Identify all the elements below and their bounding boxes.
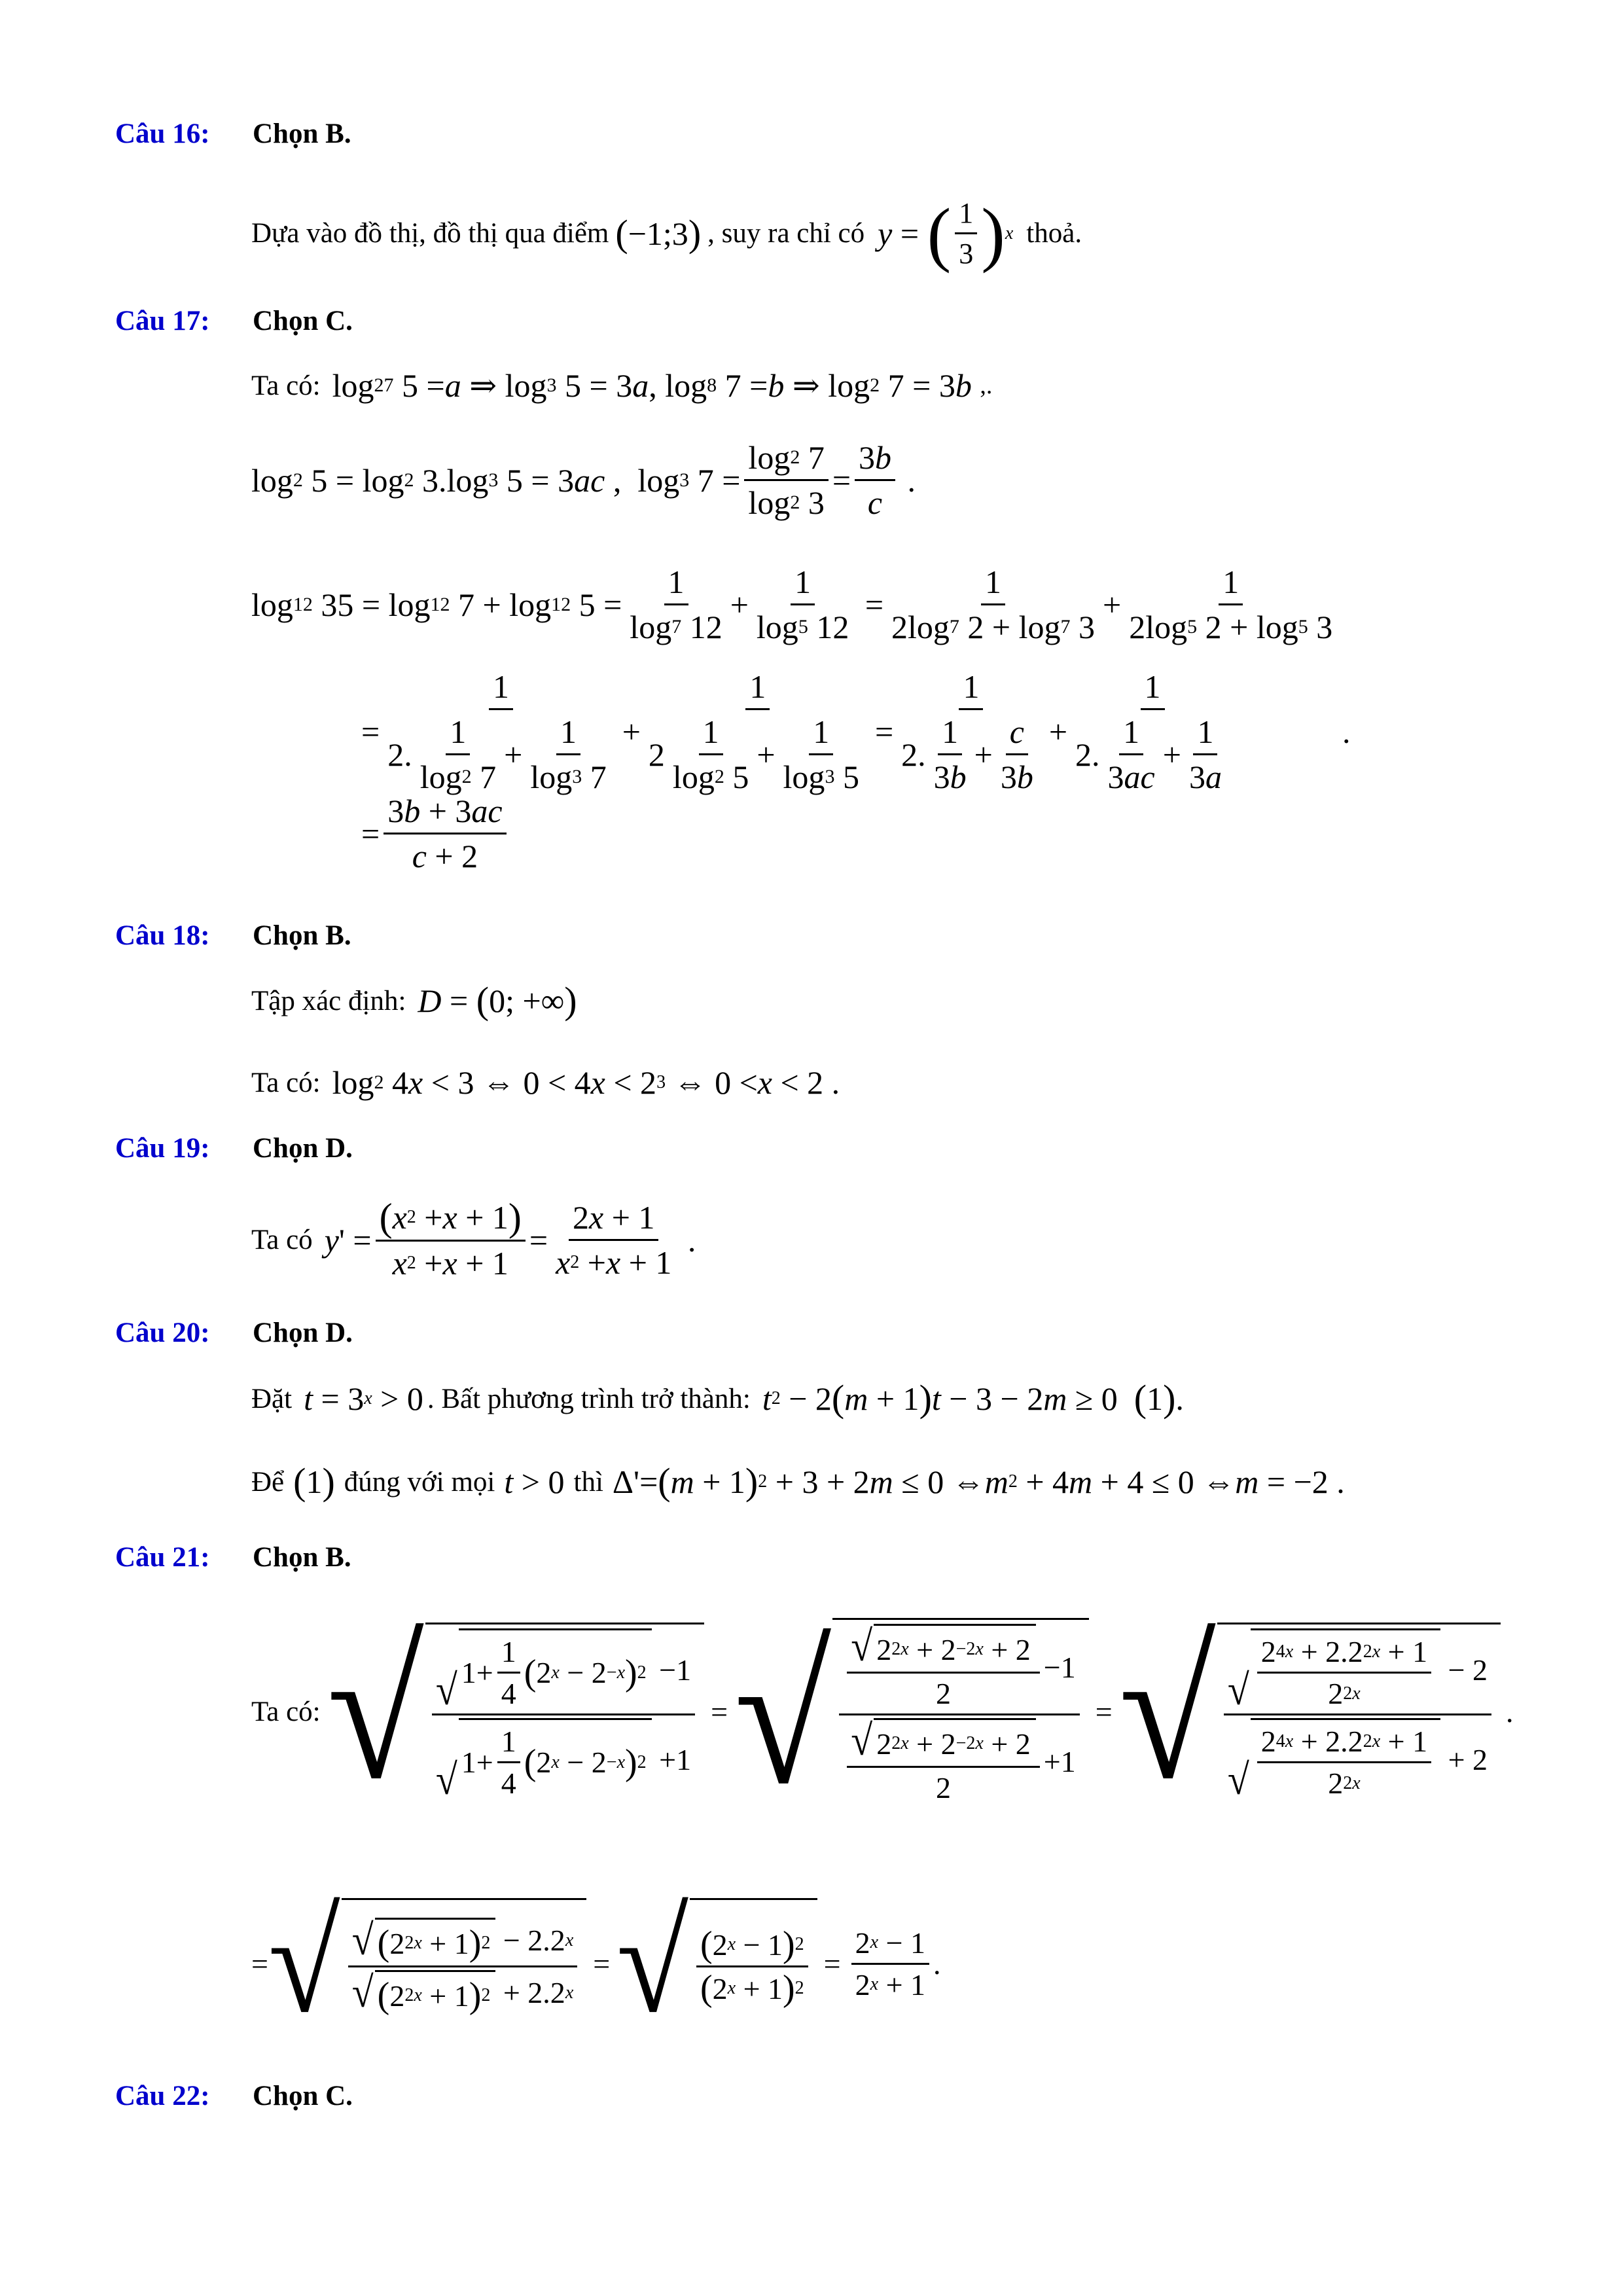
question-number: Câu 17:	[115, 306, 210, 336]
q17-line-5: = 3 b + 3 ac c + 2	[361, 792, 510, 875]
question-heading	[115, 1132, 353, 1164]
q21-line-1: Ta có: √ √ 1+ 1 4 ( 2 x − 2 −x ) 2 −1 √ 1+ 1 4 ( 2 x − 2 −x ) 2 +1 = √ √ 2 2x + 2 −2x + 2 2 −1 √ 2 2x + 2 −2x + 2 2 +1 = √ √ 2 4x + 2.2 2x + 1 2 2x − 2 √ 2 4x + 2.2 2x + 1 2 2x + 2 .	[251, 1604, 1514, 1825]
q20-text-d: đúng với mọi	[344, 1466, 495, 1498]
answer-choice: Chọn D.	[253, 1318, 353, 1348]
q17-line-4: = 1 2. 1 log 2 7 + 1 log 3 7 + 1 2 1 log 2 5 + 1 log 3 5 = 1 2. 1 3 b + c 3 b + 1 2. 1 3 ac + 1 3 a .	[361, 668, 1351, 795]
question-number: Câu 19:	[115, 1133, 210, 1164]
answer-choice: Chọn B.	[253, 920, 351, 951]
question-heading	[115, 1541, 351, 1573]
q17-line-1: Ta có: log 27 5 = a ⇒ log 3 5 = 3 a , log 8 7 = b ⇒ log 2 7 = 3 b ,.	[251, 367, 993, 404]
q20-text-c: Để	[251, 1466, 285, 1498]
question-heading	[115, 920, 351, 952]
question-number: Câu 20:	[115, 1318, 210, 1348]
q20-text-a: Đặt	[251, 1383, 293, 1414]
q16-function: y = ( 1 3 ) x	[878, 193, 1014, 274]
q18-solve-line: Ta có: log 2 4 x < 3 ⇔ 0 < 4 x < 2 3 ⇔ 0 < x < 2 .	[251, 1064, 840, 1101]
question-number: Câu 21:	[115, 1542, 210, 1573]
q19-taco: Ta có	[251, 1225, 313, 1255]
question-heading	[115, 2080, 353, 2112]
q16-text-c: thoả.	[1026, 218, 1082, 249]
q17-taco: Ta có:	[251, 370, 321, 401]
q18-domain-line: Tập xác định: D = ( 0; +∞ )	[251, 979, 577, 1022]
q16-text-b: , suy ra chỉ có	[707, 218, 865, 249]
q20-text-b: . Bất phương trình trở thành:	[427, 1383, 751, 1414]
question-number: Câu 16:	[115, 118, 210, 149]
q19-derivative-line: Ta có y ' = ( x 2 + x + 1 ) x 2 + x + 1 = 2 x + 1 x 2 + x + 1 .	[251, 1196, 696, 1282]
question-heading	[115, 118, 351, 150]
q16-explanation	[251, 193, 1082, 274]
q17-line-2: log 2 5 = log 2 3.log 3 5 = 3 ac , log 3 7 = log 2 7 log 2 3 = 3 b c .	[251, 439, 916, 521]
q21-taco: Ta có:	[251, 1696, 321, 1727]
q17-line-3: log 12 35 = log 12 7 + log 12 5 = 1 log 7 12 + 1 log 5 12 = 1 2log 7 2 + log 7 3 + 1 2log 5 2 + log 5 3	[251, 564, 1333, 645]
q21-line-2: = √ √ ( 2 2x + 1 ) 2 − 2.2 x √ ( 2 2x + 1 ) 2 + 2.2 x = √ ( 2 x − 1 ) 2 ( 2 x + 1 ) 2 = 2 x − 1 2 x + 1 .	[251, 1883, 941, 2043]
question-number: Câu 22:	[115, 2081, 210, 2111]
answer-choice: Chọn C.	[253, 306, 353, 336]
q18-domain-text: Tập xác định:	[251, 985, 406, 1016]
answer-choice: Chọn C.	[253, 2081, 353, 2111]
question-heading	[115, 1317, 353, 1349]
answer-choice: Chọn D.	[253, 1133, 353, 1164]
q18-taco: Ta có:	[251, 1067, 321, 1098]
answer-choice: Chọn B.	[253, 1542, 351, 1573]
question-number: Câu 18:	[115, 920, 210, 951]
q16-text-a: Dựa vào đồ thị, đồ thị qua điểm	[251, 218, 609, 249]
question-heading	[115, 305, 353, 337]
q20-line-2: Để ( 1 ) đúng với mọi t > 0 thì Δ'= ( m + 1 ) 2 + 3 + 2 m ≤ 0 ⇔ m 2 + 4 m + 4 ≤ 0 ⇔ m = −2 .	[251, 1460, 1345, 1503]
q20-text-e: thì	[573, 1466, 603, 1498]
q20-line-1: Đặt t = 3 x > 0 . Bất phương trình trở thành: t 2 − 2 ( m + 1 ) t − 3 − 2 m ≥ 0 ( 1 ) .	[251, 1377, 1184, 1420]
answer-choice: Chọn B.	[253, 118, 351, 149]
q16-point: ( −1;3 )	[615, 211, 702, 255]
